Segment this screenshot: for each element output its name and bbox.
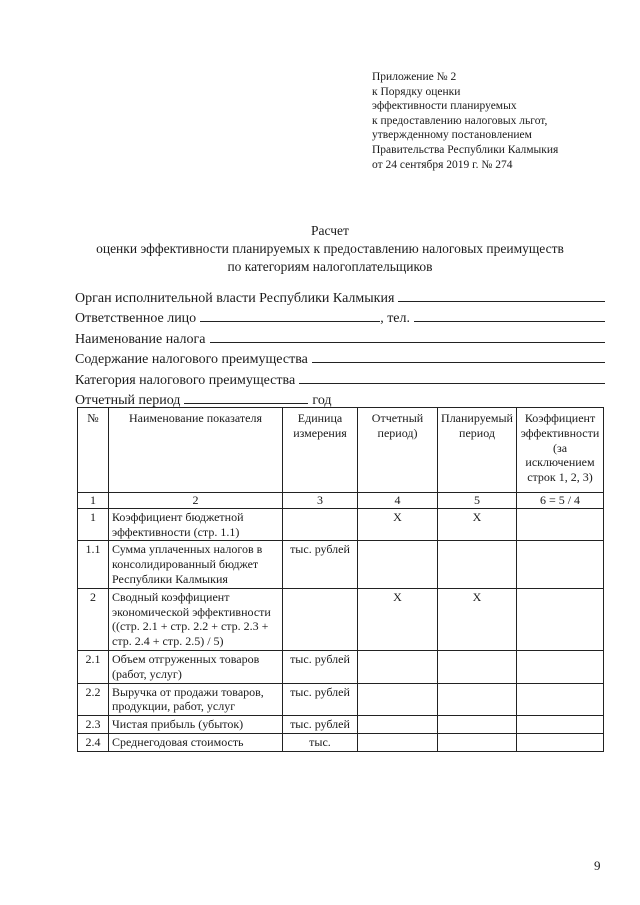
- row-unit: тыс. рублей: [283, 716, 358, 734]
- row-unit: [283, 508, 358, 541]
- indicator-table: [77, 407, 604, 752]
- index-cell: 1: [78, 493, 109, 509]
- row-reported: [358, 683, 438, 716]
- index-cell: 2: [109, 493, 283, 509]
- field-phone-blank[interactable]: [414, 308, 605, 322]
- field-responsible-blank[interactable]: [200, 308, 380, 322]
- row-number: 2.4: [78, 733, 109, 751]
- field-tax-name-label: Наименование налога: [75, 331, 206, 347]
- field-authority: [75, 288, 605, 308]
- row-unit: [283, 588, 358, 650]
- field-tax-name-blank[interactable]: [210, 329, 606, 343]
- table-row: [78, 588, 604, 650]
- row-reported: [358, 716, 438, 734]
- row-planned: [438, 650, 517, 683]
- title-line-1: Расчет: [311, 223, 349, 238]
- row-reported: [358, 733, 438, 751]
- appendix-line: утвержденному постановлением: [372, 129, 532, 142]
- header-planned-period: Планируемый период: [438, 408, 517, 493]
- index-cell: 3: [283, 493, 358, 509]
- appendix-line: к предоставлению налоговых льгот,: [372, 114, 548, 127]
- row-coefficient: [517, 716, 604, 734]
- row-planned: X: [438, 508, 517, 541]
- header-indicator-name: Наименование показателя: [109, 408, 283, 493]
- appendix-line: от 24 сентября 2019 г. № 274: [372, 158, 513, 171]
- header-reported-period: Отчетный период): [358, 408, 438, 493]
- field-benefit-category-blank[interactable]: [299, 370, 605, 384]
- index-cell: 6 = 5 / 4: [517, 493, 604, 509]
- title-line-3: по категориям налогоплательщиков: [227, 259, 433, 274]
- document-title: [60, 222, 600, 276]
- appendix-line: эффективности планируемых: [372, 100, 517, 113]
- form-fields: [75, 288, 605, 410]
- row-name: Коэффициент бюджетной эффективности (стр. 1.1): [109, 508, 283, 541]
- row-planned: [438, 733, 517, 751]
- row-coefficient: [517, 683, 604, 716]
- row-unit: тыс. рублей: [283, 541, 358, 588]
- row-number: 2.3: [78, 716, 109, 734]
- field-benefit-content-blank[interactable]: [312, 349, 605, 363]
- row-reported: X: [358, 588, 438, 650]
- appendix-line: Правительства Республики Калмыкия: [372, 143, 559, 156]
- field-year-label: год: [312, 393, 332, 409]
- field-authority-blank[interactable]: [398, 288, 605, 302]
- row-planned: [438, 683, 517, 716]
- appendix-block: [372, 70, 622, 172]
- row-coefficient: [517, 650, 604, 683]
- row-unit: тыс. рублей: [283, 683, 358, 716]
- table-row: [78, 716, 604, 734]
- table-row: [78, 508, 604, 541]
- row-planned: X: [438, 588, 517, 650]
- row-coefficient: [517, 541, 604, 588]
- row-number: 2: [78, 588, 109, 650]
- field-benefit-content-label: Содержание налогового преимущества: [75, 352, 308, 368]
- field-period-blank[interactable]: [184, 390, 308, 404]
- index-cell: 5: [438, 493, 517, 509]
- table-header-row: [78, 408, 604, 493]
- index-cell: 4: [358, 493, 438, 509]
- page-number: 9: [594, 858, 601, 873]
- field-phone-label: , тел.: [380, 311, 411, 327]
- appendix-line: Приложение № 2: [372, 71, 457, 83]
- row-coefficient: [517, 508, 604, 541]
- header-number: №: [78, 408, 109, 493]
- field-benefit-category: [75, 370, 605, 390]
- row-coefficient: [517, 588, 604, 650]
- row-number: 2.1: [78, 650, 109, 683]
- header-unit: Единица измерения: [283, 408, 358, 493]
- row-name: Выручка от продажи товаров, продукции, работ, услуг: [109, 683, 283, 716]
- table-row: [78, 683, 604, 716]
- table-row: [78, 541, 604, 588]
- row-name: Сводный коэффициент экономической эффективности ((стр. 2.1 + стр. 2.2 + стр. 2.3 + стр. 2.4 + стр. 2.5) / 5): [109, 588, 283, 650]
- field-benefit-category-label: Категория налогового преимущества: [75, 372, 296, 388]
- row-name: Среднегодовая стоимость: [109, 733, 283, 751]
- row-unit: тыс. рублей: [283, 650, 358, 683]
- row-reported: X: [358, 508, 438, 541]
- table-row: [78, 650, 604, 683]
- table-index-row: [78, 493, 604, 509]
- row-name: Объем отгруженных товаров (работ, услуг): [109, 650, 283, 683]
- row-coefficient: [517, 733, 604, 751]
- field-responsible-label: Ответственное лицо: [75, 311, 197, 327]
- row-name: Сумма уплаченных налогов в консолидированный бюджет Республики Калмыкия: [109, 541, 283, 588]
- title-line-2: оценки эффективности планируемых к предоставлению налоговых преимуществ: [96, 241, 564, 256]
- header-coefficient: Коэффициент эффективности (за исключением строк 1, 2, 3): [517, 408, 604, 493]
- field-authority-label: Орган исполнительной власти Республики Калмыкия: [75, 291, 395, 306]
- field-tax-name: [75, 329, 605, 349]
- field-responsible: [75, 308, 605, 328]
- row-unit: тыс.: [283, 733, 358, 751]
- row-number: 1.1: [78, 541, 109, 588]
- field-benefit-content: [75, 349, 605, 369]
- table-row: [78, 733, 604, 751]
- row-reported: [358, 650, 438, 683]
- row-number: 1: [78, 508, 109, 541]
- row-planned: [438, 716, 517, 734]
- row-name: Чистая прибыль (убыток): [109, 716, 283, 734]
- field-period-label: Отчетный период: [75, 393, 181, 409]
- row-reported: [358, 541, 438, 588]
- appendix-line: к Порядку оценки: [372, 85, 461, 98]
- row-number: 2.2: [78, 683, 109, 716]
- row-planned: [438, 541, 517, 588]
